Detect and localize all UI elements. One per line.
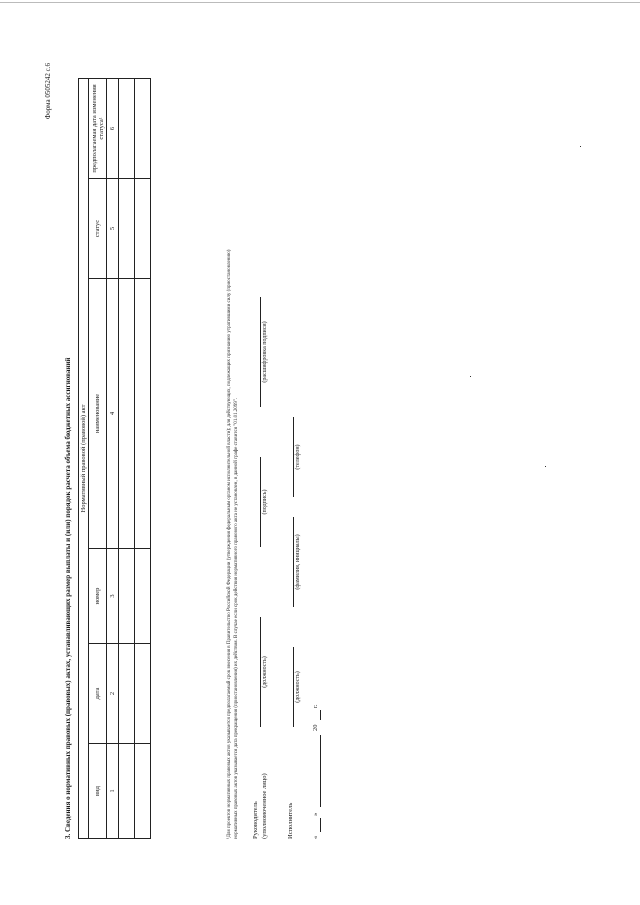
table-cell[interactable] bbox=[119, 744, 135, 839]
rotated-form-sheet bbox=[40, 57, 600, 847]
executor-phone-line[interactable] bbox=[293, 417, 294, 497]
header-type: вид bbox=[89, 744, 107, 839]
date-day-line[interactable] bbox=[320, 818, 321, 832]
footnote-line-2: нормативных правовых актов указывается дата прекращения (приостановления) их действия. В случае если срок действия нормативного правового акта не установлен, в данной графе ставится "01.01.2099". bbox=[234, 397, 239, 839]
executor-fio-line[interactable] bbox=[293, 517, 294, 607]
head-label: Руководитель bbox=[252, 801, 259, 839]
executor-label: Исполнитель bbox=[287, 802, 294, 839]
form-code: Форма 0505242 с.6 bbox=[44, 63, 52, 120]
executor-phone-caption: (телефон) bbox=[295, 444, 301, 470]
table-cell[interactable] bbox=[119, 644, 135, 744]
table-cell[interactable] bbox=[135, 644, 151, 744]
table-cell[interactable] bbox=[135, 744, 151, 839]
head-position-line[interactable] bbox=[260, 617, 261, 727]
date-month-line[interactable] bbox=[320, 735, 321, 807]
head-position-caption: (должность) bbox=[262, 656, 268, 688]
column-number: 1 bbox=[107, 744, 119, 839]
date-year-suffix: г. bbox=[312, 704, 319, 708]
scan-speck bbox=[470, 376, 471, 377]
column-number: 5 bbox=[107, 179, 119, 279]
column-number: 2 bbox=[107, 644, 119, 744]
table-row bbox=[119, 78, 135, 838]
column-number: 6 bbox=[107, 78, 119, 178]
scan-speck bbox=[580, 146, 581, 147]
head-signature-caption: (подпись) bbox=[262, 489, 268, 515]
head-name-caption: (расшифровка подписи) bbox=[262, 321, 268, 383]
date-quote-open: « bbox=[312, 835, 319, 839]
table-row bbox=[135, 78, 151, 838]
column-number: 3 bbox=[107, 549, 119, 644]
executor-position-line[interactable] bbox=[293, 647, 294, 727]
table-cell[interactable] bbox=[119, 179, 135, 279]
date-year-prefix: 20 bbox=[312, 724, 319, 731]
column-number: 4 bbox=[107, 279, 119, 549]
section-title: 3. Сведения о нормативных правовых (правовых) актах, устанавливающих размер выплаты и (или) порядок расчета объема бюджетных ассигнований bbox=[64, 357, 72, 839]
table-cell[interactable] bbox=[119, 279, 135, 549]
normative-acts-table bbox=[78, 78, 151, 839]
table-cell[interactable] bbox=[135, 549, 151, 644]
head-signature-line[interactable] bbox=[260, 457, 261, 547]
table-cell[interactable] bbox=[119, 549, 135, 644]
executor-position-caption: (должность) bbox=[295, 671, 301, 703]
group-header: Нормативный правовой (правовой) акт bbox=[79, 78, 89, 838]
table-cell[interactable] bbox=[119, 78, 135, 178]
header-number: номер bbox=[89, 549, 107, 644]
table-cell[interactable] bbox=[135, 78, 151, 178]
scan-speck bbox=[545, 466, 546, 467]
head-sublabel: (уполномоченное лицо) bbox=[261, 773, 268, 839]
date-year-line[interactable] bbox=[320, 710, 321, 720]
header-planned-date: предполагаемая дата изменения статуса¹ bbox=[89, 78, 107, 178]
header-status: статус bbox=[89, 179, 107, 279]
head-name-line[interactable] bbox=[260, 297, 261, 407]
header-name: наименование bbox=[89, 279, 107, 549]
date-quote-close: » bbox=[312, 812, 319, 816]
table-cell[interactable] bbox=[135, 279, 151, 549]
table-cell[interactable] bbox=[135, 179, 151, 279]
executor-fio-caption: (фамилия, инициалы) bbox=[295, 534, 301, 590]
header-date: дата bbox=[89, 644, 107, 744]
scan-edge-line bbox=[0, 2, 640, 3]
footnote-line-1: ¹Для проектов нормативных правовых актов указывается предполагаемый срок внесения в Правительство Российской Федерации (утверждения федеральным органом исполнительной власти); для действующих, подлежащих признанию утратившими силу (приостановлению) bbox=[227, 249, 232, 839]
